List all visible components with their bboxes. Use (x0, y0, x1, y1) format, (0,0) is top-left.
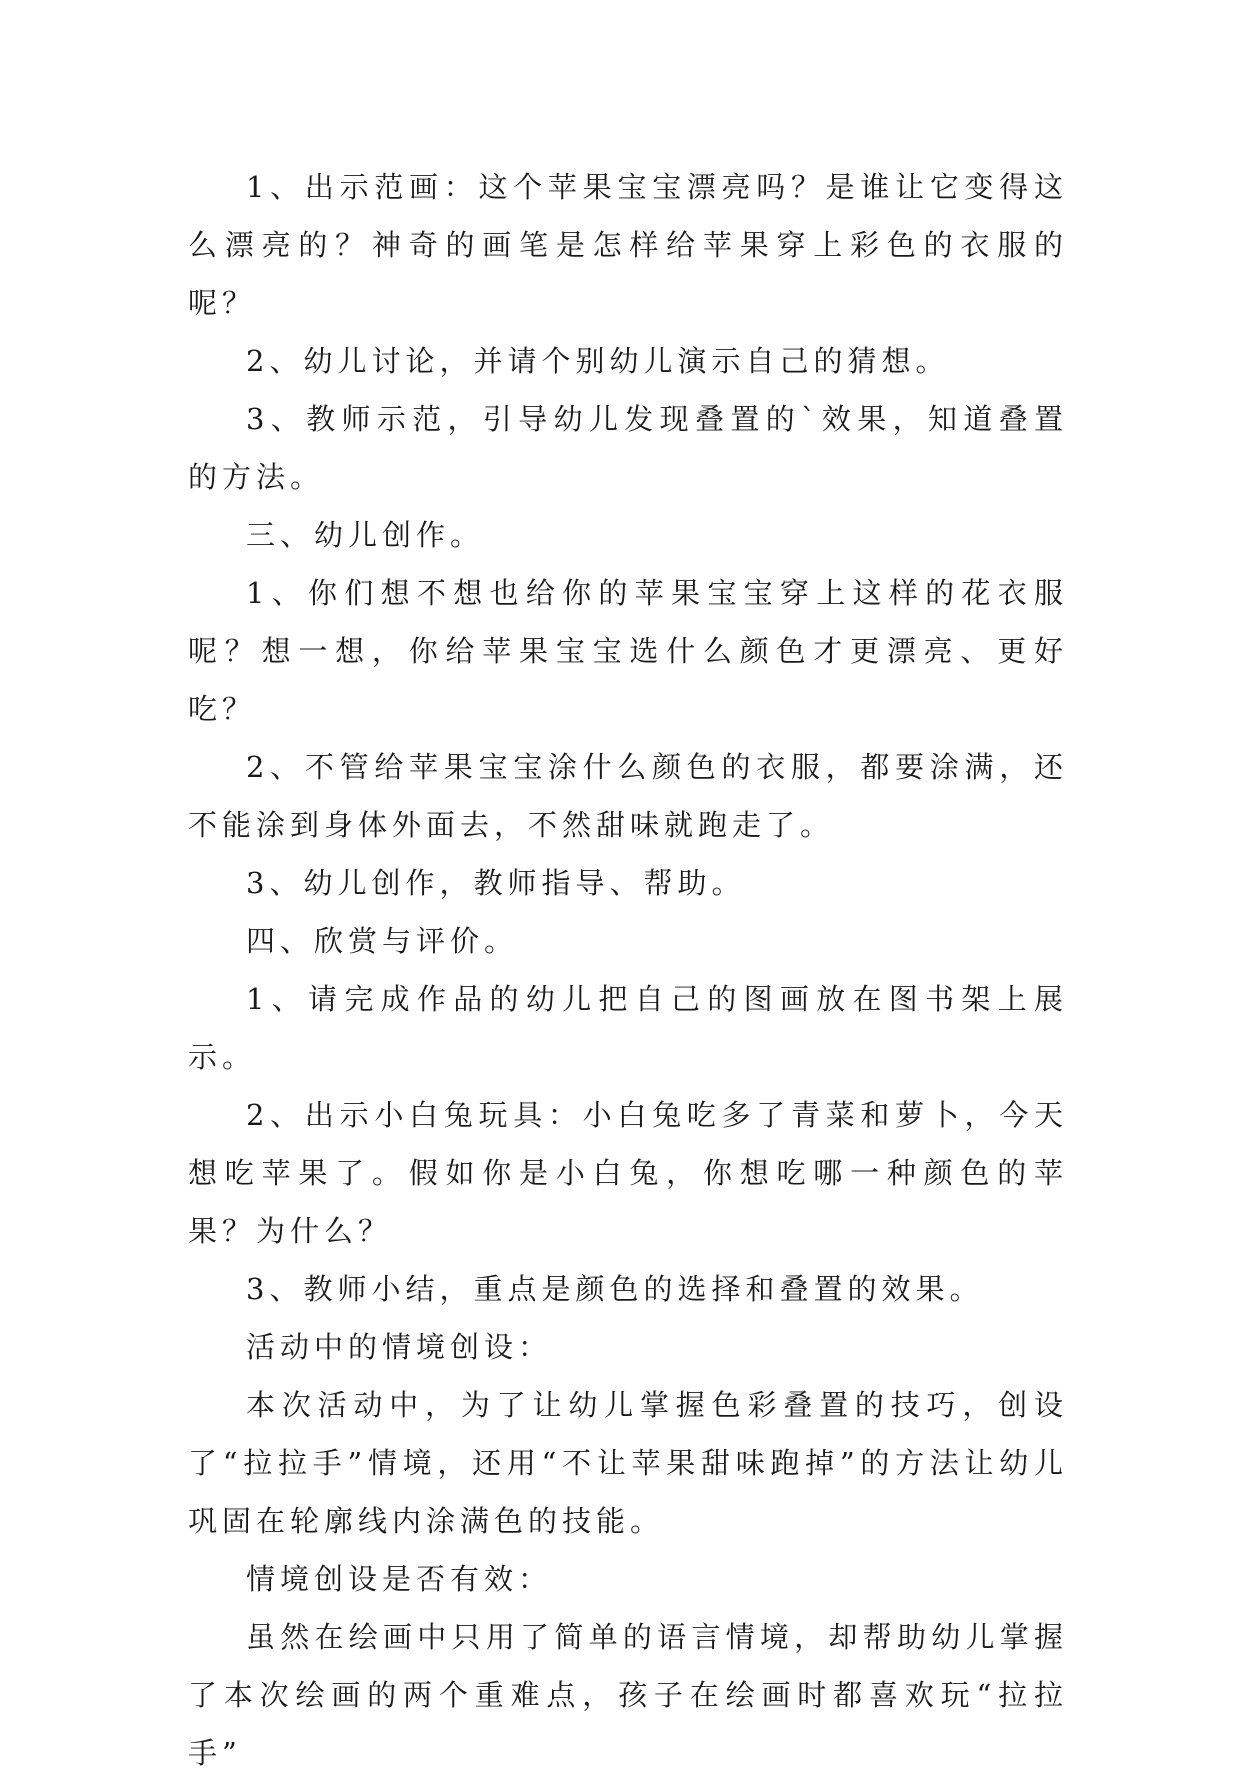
paragraph-step-1-show-example: 1、出示范画：这个苹果宝宝漂亮吗？是谁让它变得这么漂亮的？神奇的画笔是怎样给苹果穿上彩色的衣服的呢？ (188, 170, 1068, 320)
paragraph-appreciation-3: 3、教师小结，重点是颜色的选择和叠置的效果。 (246, 1272, 984, 1306)
section-heading-creation: 三、幼儿创作。 (246, 518, 485, 552)
paragraph-creation-3: 3、幼儿创作，教师指导、帮助。 (246, 866, 746, 900)
paragraph-step-2-discussion: 2、幼儿讨论，并请个别幼儿演示自己的猜想。 (246, 344, 950, 378)
paragraph-step-3-demonstration: 3、教师示范，引导幼儿发现叠置的`效果，知道叠置的方法。 (188, 402, 1068, 494)
heading-situation-effectiveness: 情境创设是否有效： (246, 1562, 553, 1596)
section-heading-appreciation: 四、欣赏与评价。 (246, 924, 519, 958)
paragraph-appreciation-1: 1、请完成作品的幼儿把自己的图画放在图书架上展示。 (188, 982, 1068, 1074)
paragraph-creation-1: 1、你们想不想也给你的苹果宝宝穿上这样的花衣服呢？想一想，你给苹果宝宝选什么颜色才更漂亮、更好吃？ (188, 576, 1068, 726)
document-body (188, 158, 1068, 1782)
heading-situation-design: 活动中的情境创设： (246, 1330, 553, 1364)
paragraph-situation-effectiveness: 虽然在绘画中只用了简单的语言情境，却帮助幼儿掌握了本次绘画的两个重难点，孩子在绘画时都喜欢玩“拉拉手” (188, 1620, 1068, 1770)
paragraph-appreciation-2: 2、出示小白兔玩具：小白兔吃多了青菜和萝卜，今天想吃苹果了。假如你是小白兔，你想吃哪一种颜色的苹果？为什么？ (188, 1098, 1068, 1248)
paragraph-creation-2: 2、不管给苹果宝宝涂什么颜色的衣服，都要涂满，还不能涂到身体外面去，不然甜味就跑走了。 (188, 750, 1068, 842)
paragraph-situation-design: 本次活动中，为了让幼儿掌握色彩叠置的技巧，创设了“拉拉手”情境，还用“不让苹果甜味跑掉”的方法让幼儿巩固在轮廓线内涂满色的技能。 (188, 1388, 1068, 1538)
